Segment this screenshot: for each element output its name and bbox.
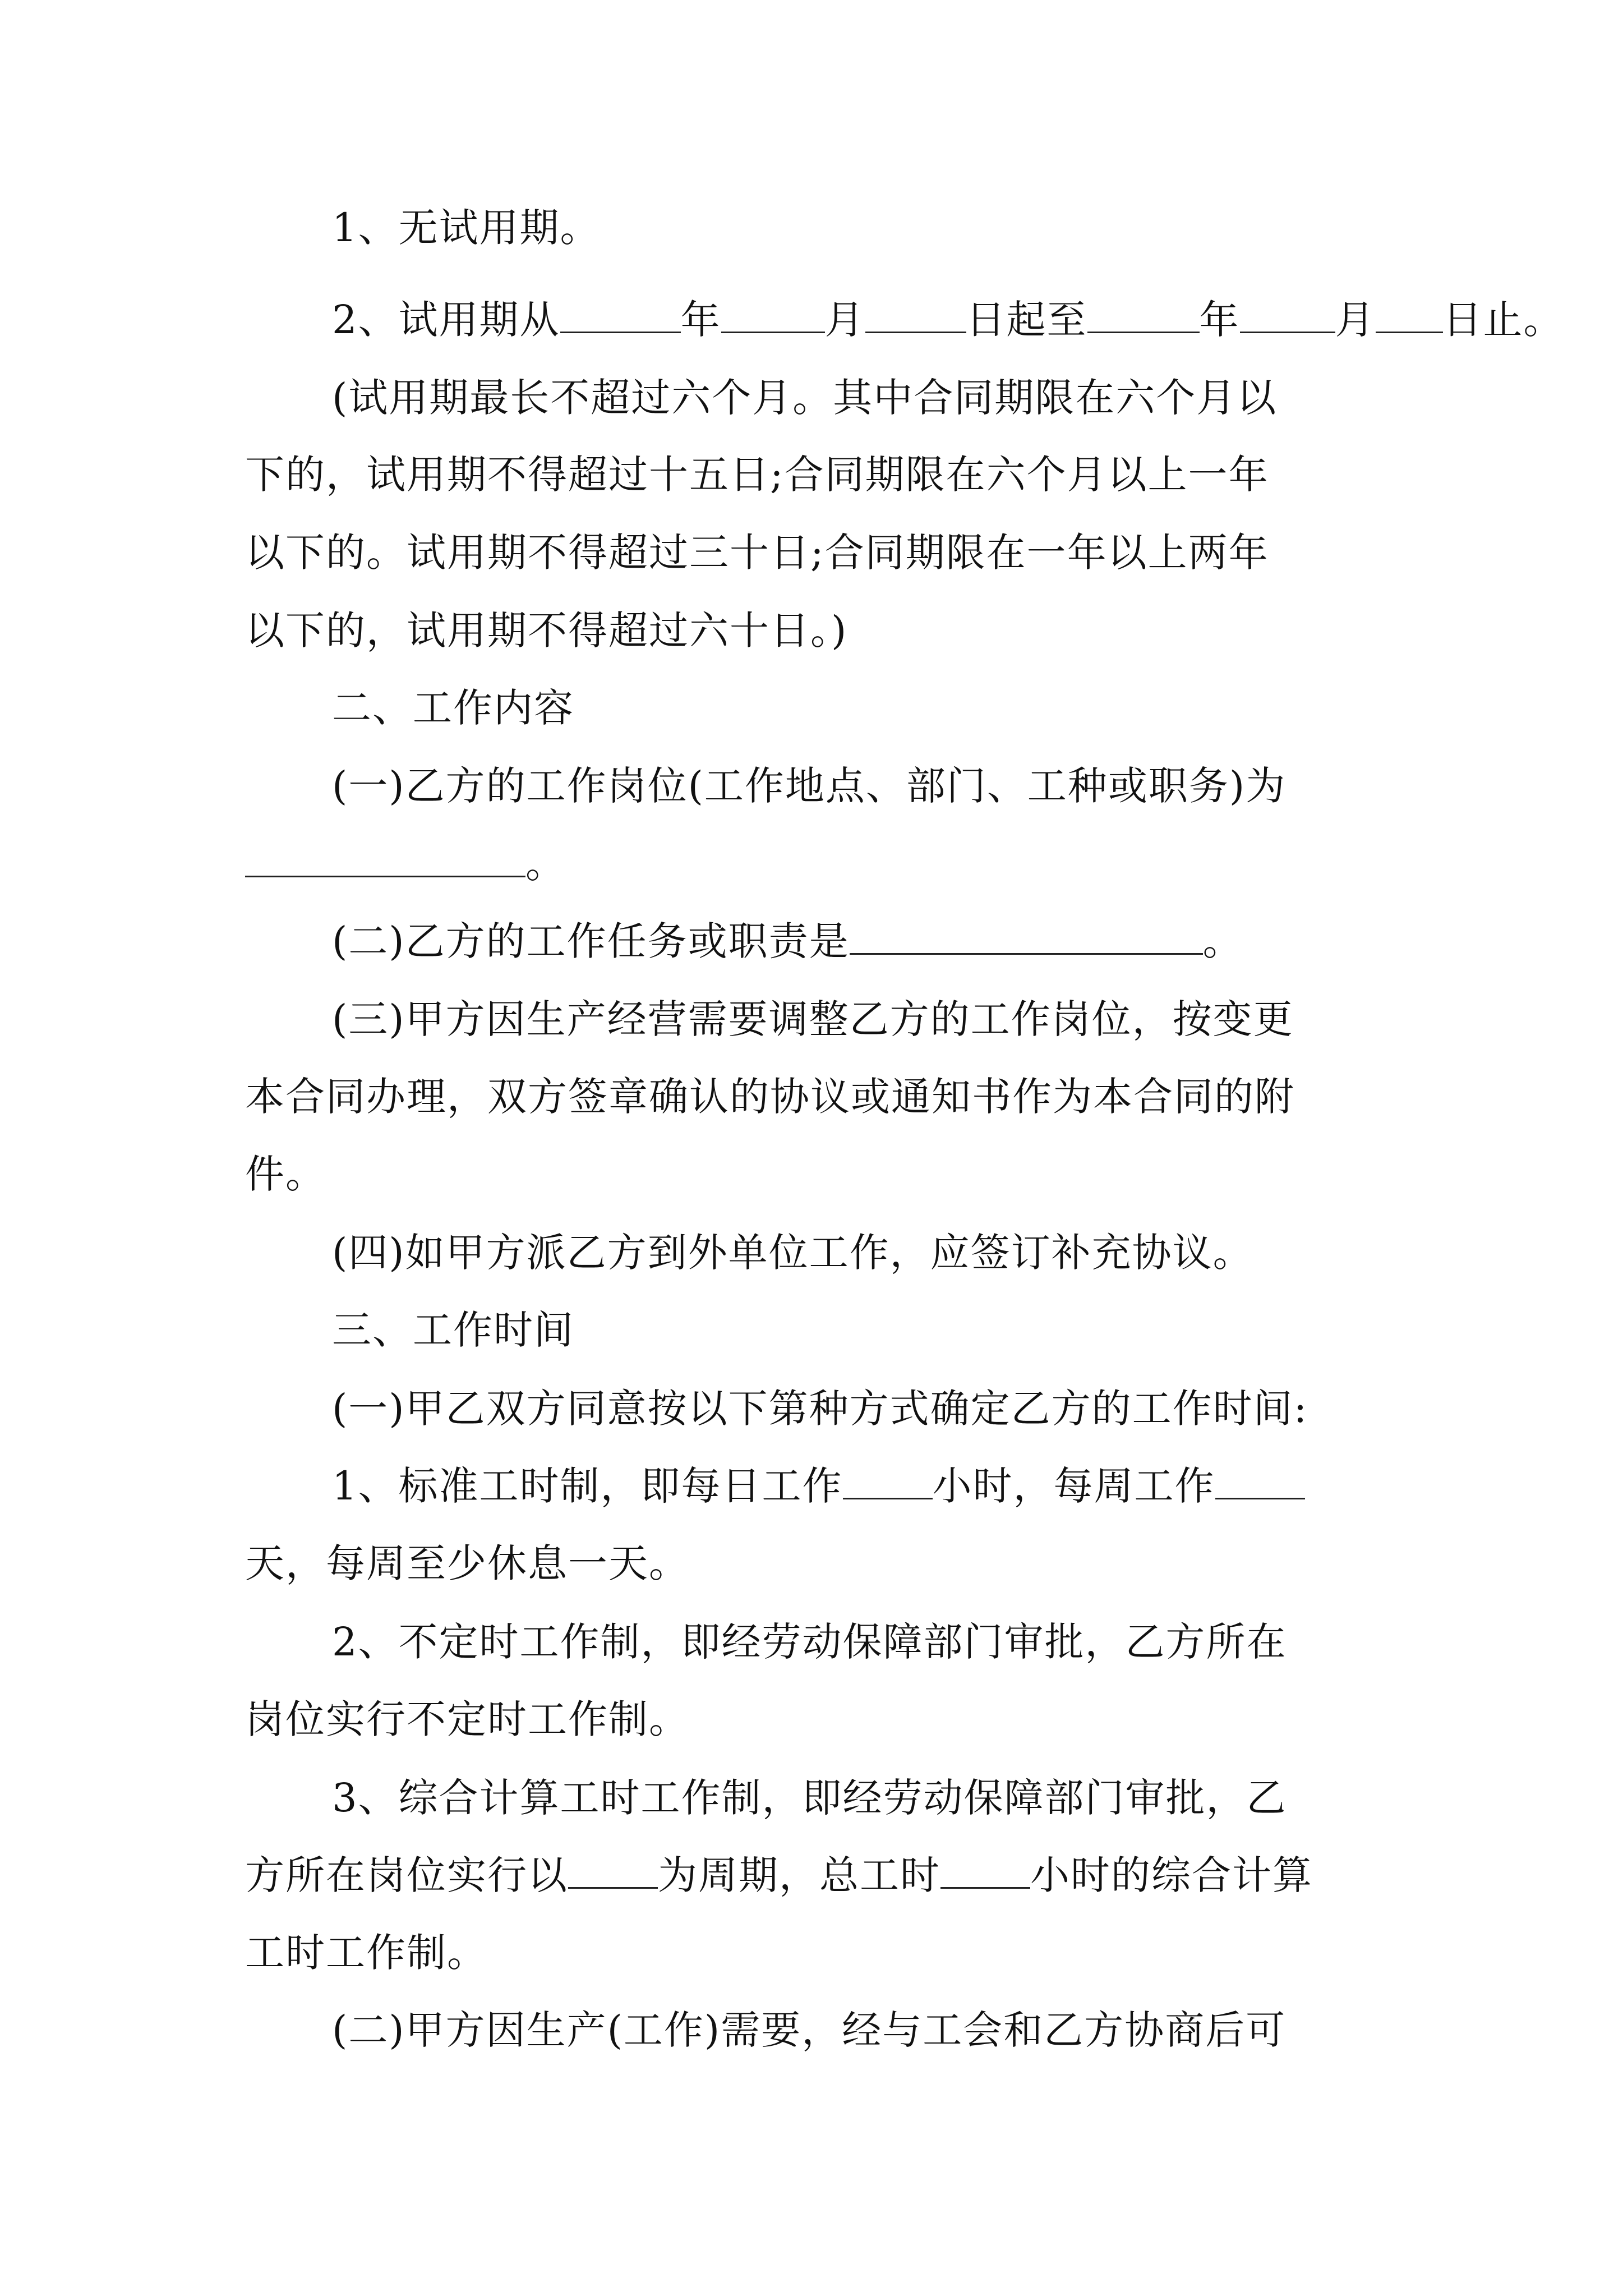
text-segment: 以下的，试用期不得超过六十日。) <box>245 608 848 654</box>
text-line <box>332 1614 1287 1670</box>
text-segment: (一)甲乙双方同意按以下第种方式确定乙方的工作时间: <box>332 1386 1308 1432</box>
text-segment: 二、工作内容 <box>332 685 574 731</box>
fill-in-blank <box>560 297 681 333</box>
text-line <box>332 1458 1305 1514</box>
text-segment: 2、不定时工作制，即经劳动保障部门审批，乙方所在 <box>332 1619 1287 1665</box>
text-segment: (二)乙方的工作任务或职责是 <box>332 918 850 964</box>
text-segment: 2、试用期从 <box>332 297 560 343</box>
text-line <box>245 1925 487 1981</box>
text-line <box>332 913 1243 969</box>
text-segment: 1、标准工时制，即每日工作 <box>332 1463 843 1509</box>
section-heading <box>332 680 574 736</box>
text-segment: 年 <box>680 297 721 343</box>
text-segment: (试用期最长不超过六个月。其中合同期限在六个月以 <box>332 375 1278 421</box>
fill-in-blank <box>865 297 966 333</box>
fill-in-blank <box>940 1852 1030 1889</box>
text-segment: 1、无试用期。 <box>332 205 601 251</box>
fill-in-blank <box>245 841 525 877</box>
text-segment: 。 <box>525 841 566 887</box>
text-line <box>332 991 1294 1047</box>
text-line <box>332 370 1277 426</box>
text-segment: (四)如甲方派乙方到外单位工作，应签订补充协议。 <box>332 1230 1253 1276</box>
text-line <box>245 1847 1313 1903</box>
text-line <box>332 1225 1253 1281</box>
text-segment: 天，每周至少休息一天。 <box>245 1540 689 1586</box>
text-segment: 日止。 <box>1442 297 1564 343</box>
text-segment: 月 <box>1335 297 1376 343</box>
text-line <box>332 2002 1286 2058</box>
text-line <box>245 447 1269 503</box>
text-segment: 岗位实行不定时工作制。 <box>245 1696 689 1742</box>
text-line <box>245 602 847 659</box>
fill-in-blank <box>1376 297 1443 333</box>
text-segment: 日起至 <box>966 297 1087 343</box>
text-segment: (二)甲方因生产(工作)需要，经与工会和乙方协商后可 <box>332 2007 1287 2053</box>
fill-in-blank <box>1087 297 1200 333</box>
text-segment: 件。 <box>245 1151 326 1197</box>
text-segment: 以下的。试用期不得超过三十日;合同期限在一年以上两年 <box>245 530 1269 576</box>
text-line <box>245 836 566 892</box>
text-segment: 。 <box>1202 918 1243 964</box>
text-segment: (一)乙方的工作岗位(工作地点、部门、工种或职务)为 <box>332 763 1287 809</box>
section-heading <box>332 1302 574 1358</box>
fill-in-blank <box>568 1852 658 1889</box>
text-segment: 月 <box>824 297 865 343</box>
text-line <box>332 200 601 256</box>
fill-in-blank <box>1215 1463 1305 1499</box>
fill-in-blank <box>850 918 1203 955</box>
text-line <box>245 1691 689 1747</box>
text-segment: 为周期，总工时 <box>658 1852 940 1898</box>
fill-in-blank <box>721 297 825 333</box>
text-segment: 3、综合计算工时工作制，即经劳动保障部门审批，乙 <box>332 1775 1287 1821</box>
text-segment: 小时，每周工作 <box>932 1463 1215 1509</box>
text-line <box>245 1535 689 1591</box>
text-segment: 下的，试用期不得超过十五日;合同期限在六个月以上一年 <box>245 452 1269 498</box>
text-line <box>332 758 1286 814</box>
text-line <box>245 1069 1295 1125</box>
text-segment: 工时工作制。 <box>245 1930 487 1976</box>
text-segment: (三)甲方因生产经营需要调整乙方的工作岗位，按变更 <box>332 996 1294 1042</box>
text-segment: 三、工作时间 <box>332 1307 574 1353</box>
text-segment: 本合同办理，双方签章确认的协议或通知书作为本合同的附 <box>245 1074 1295 1120</box>
text-line <box>332 1770 1287 1826</box>
fill-in-blank <box>1240 297 1335 333</box>
text-segment: 小时的综合计算 <box>1030 1852 1313 1898</box>
fill-in-blank <box>843 1463 933 1499</box>
text-segment: 方所在岗位实行以 <box>245 1852 568 1898</box>
text-segment: 年 <box>1199 297 1240 343</box>
text-line <box>332 292 1564 348</box>
text-line <box>245 524 1269 581</box>
text-line <box>245 1146 326 1202</box>
text-line <box>332 1381 1308 1437</box>
